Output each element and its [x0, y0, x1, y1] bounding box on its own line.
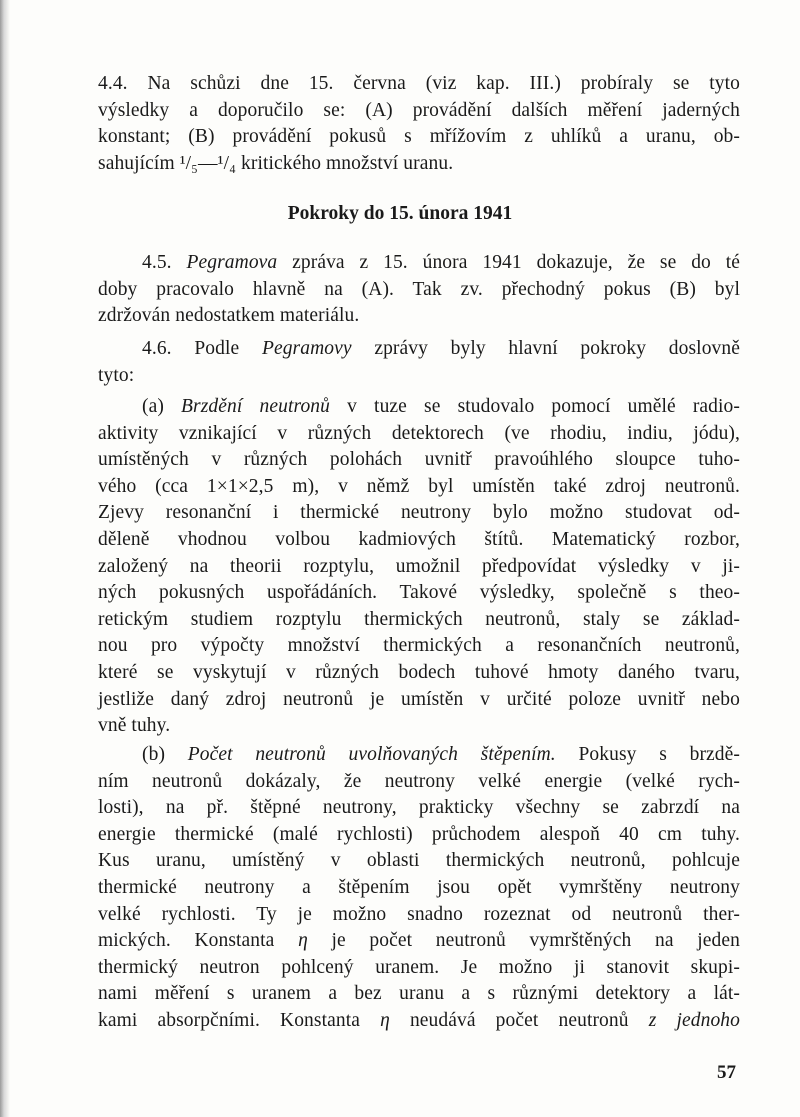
text-line: jestliže daný zdroj neutronů je umístěn v určité poloze uvnitř nebo — [98, 688, 740, 710]
paragraph-b — [98, 742, 740, 1035]
text-line: velké rychlosti. Ty je možno snadno rozeznat od neutronů ther- — [98, 903, 740, 925]
text-line: zdržován nedostatkem materiálu. — [98, 305, 360, 327]
text-line: retickým studiem rozptylu thermických neutronů, staly se základ- — [98, 608, 740, 630]
text-line: děleně vhodnou volbou kadmiových štítů. Matematický rozbor, — [98, 528, 740, 550]
text-line: losti), na př. štěpné neutrony, prakticky všechny se zabrzdí na — [98, 797, 740, 819]
text-line: 4.4. Na schůzi dne 15. června (viz kap. III.) probíraly se tyto — [98, 73, 740, 94]
paragraph-a — [98, 394, 740, 740]
text-line: vně tuhy. — [98, 715, 171, 737]
paragraph-4-6 — [98, 336, 740, 389]
text-line: (b) Počet neutronů uvolňovaných štěpením. Pokusy s brzdě- — [142, 744, 740, 765]
text-line: výsledky a doporučilo se: (A) provádění dalších měření jaderných — [98, 99, 740, 121]
text-line: Kus uranu, umístěný v oblasti thermických neutronů, pohlcuje — [98, 850, 740, 872]
text-line: energie thermické (malé rychlosti) průchodem alespoň 40 cm tuhy. — [98, 823, 740, 845]
text-line: aktivity vznikající v různých detektorech (ve rhodiu, indiu, jódu), — [98, 422, 740, 444]
paragraph-4-4 — [98, 71, 740, 177]
page-number: 57 — [717, 1062, 736, 1083]
text-line: doby pracovalo hlavně na (A). Tak zv. přechodný pokus (B) byl — [98, 278, 740, 300]
page-binding-shadow — [0, 0, 10, 1117]
section-heading: Pokroky do 15. února 1941 — [287, 203, 513, 224]
text-line: thermický neutron pohlcený uranem. Je možno ji stanovit skupi- — [98, 956, 740, 978]
text-line: vého (cca 1×1×2,5 m), v němž byl umístěn také zdroj neutronů. — [98, 475, 740, 497]
text-line: mických. Konstanta η je počet neutronů vymrštěných na jeden — [98, 930, 740, 952]
text-line: nou pro výpočty množství thermických a resonančních neutronů, — [98, 635, 740, 657]
paragraph-4-5 — [98, 250, 740, 330]
text-line: (a) Brzdění neutronů v tuze se studovalo pomocí umělé radio- — [142, 396, 740, 417]
text-line: kami absorpčními. Konstanta η neudává počet neutronů z jednoho — [98, 1009, 740, 1031]
text-line: 4.5. Pegramova zpráva z 15. února 1941 dokazuje, že se do té — [142, 252, 740, 273]
text-line: thermické neutrony a štěpením jsou opět vymrštěny neutrony — [98, 876, 740, 898]
text-line: umístěných v různých polohách uvnitř pravoúhlého sloupce tuho- — [98, 449, 740, 471]
text-line: ním neutronů dokázaly, že neutrony velké energie (velké rych- — [98, 770, 740, 792]
text-line: sahujícím ¹/₅—¹/₄ kritického množství uranu. — [98, 152, 454, 174]
text-line: konstant; (B) provádění pokusů s mřížovím z uhlíků a uranu, ob- — [98, 126, 740, 148]
text-line: založený na theorii rozptylu, umožnil předpovídat výsledky v ji- — [98, 555, 740, 577]
text-line: 4.6. Podle Pegramovy zprávy byly hlavní pokroky doslovně — [142, 338, 740, 359]
text-line: které se vyskytují v různých bodech tuhové hmoty daného tvaru, — [98, 661, 740, 683]
text-line: ných pokusných uspořádáních. Takové výsledky, společně s theo- — [98, 582, 740, 604]
text-line: tyto: — [98, 364, 135, 386]
text-line: nami měření s uranem a bez uranu a s různými detektory a lát- — [98, 983, 740, 1005]
text-line: Zjevy resonanční i thermické neutrony bylo možno studovat od- — [98, 502, 740, 524]
